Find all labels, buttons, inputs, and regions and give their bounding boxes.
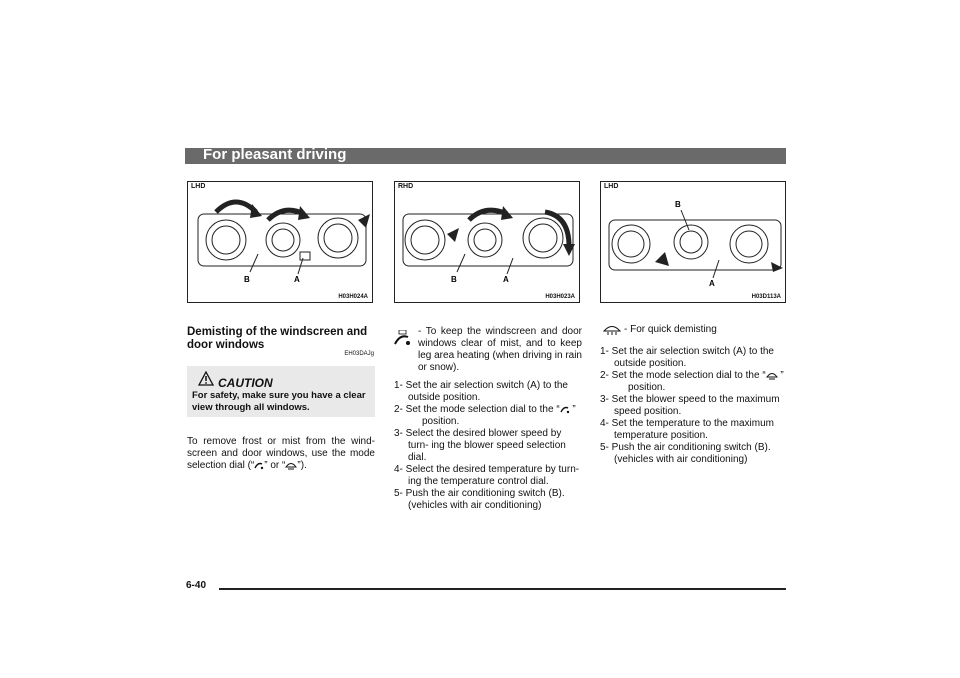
step-item: 5- Push the air conditioning switch (B). (vehicles with air conditioning) [394, 488, 565, 511]
intro-paragraph [187, 436, 375, 472]
step-item: 5- Push the air conditioning switch (B). (vehicles with air conditioning) [600, 442, 771, 465]
step-item: 2- Set the mode selection dial to the “ ” position. [600, 370, 784, 393]
section-code: EH03DAJg [344, 351, 374, 357]
figure-tag: LHD [191, 183, 206, 190]
figure-lhd-quick-panel [600, 181, 786, 303]
label-b: B [244, 275, 250, 284]
intro-text: To remove frost or mist from the wind- screen and door windows, use the mode selection dial (“ [187, 436, 375, 471]
face-foot-vent-icon [254, 461, 264, 470]
label-b: B [675, 200, 681, 209]
step-item: 1- Set the air selection switch (A) to the outside position. [600, 346, 774, 369]
step-item: 3- Select the desired blower speed by turn- ing the blower speed selection dial. [394, 428, 566, 463]
intro-text: ”). [297, 460, 307, 471]
caution-box [187, 366, 375, 417]
step-item: 2- Set the mode selection dial to the “ ” position. [394, 404, 576, 427]
figure-tag: RHD [398, 183, 414, 190]
step-text: 2- Set the mode selection dial to the “ [600, 370, 766, 381]
figure-rhd-panel [394, 181, 580, 303]
blower-dial [674, 225, 708, 259]
figure-code: H03H023A [545, 294, 575, 300]
figure-code: H03H024A [338, 294, 368, 300]
step-item: 1- Set the air selection switch (A) to the outside position. [394, 380, 568, 403]
caution-title: CAUTION [218, 376, 273, 390]
steps-list [394, 380, 582, 512]
step-text: 2- Set the mode selection dial to the “ [394, 404, 560, 415]
figure-lhd-panel [187, 181, 373, 303]
step-text: position. [628, 382, 666, 393]
footer-rule [219, 588, 786, 590]
figure-tag: LHD [604, 183, 619, 190]
label-a: A [503, 275, 509, 284]
blower-dial [468, 223, 502, 257]
figure-code: H03D113A [751, 294, 781, 300]
section-heading: Demisting of the windscreen and door windows [187, 326, 368, 351]
page-number: 6-40 [186, 580, 207, 591]
step-item: 3- Set the blower speed to the maximum speed position. [600, 394, 780, 417]
step-item: 4- Set the temperature to the maximum temperature position. [600, 418, 774, 441]
section-header-title: For pleasant driving [203, 146, 347, 163]
mode-lead-text: - To keep the windscreen and door windows clear of mist, and to keep leg area heating (when driving in rain or snow). [418, 326, 582, 373]
defrost-icon [285, 461, 297, 470]
label-a: A [709, 279, 715, 288]
climate-panel-illustration [601, 182, 787, 304]
mode-lead-text: - For quick demisting [624, 324, 717, 335]
steps-list [600, 346, 786, 466]
caution-text: For safety, make sure you have a clear view through all windows. [192, 390, 366, 413]
blower-dial [266, 223, 300, 257]
face-foot-vent-icon [394, 330, 412, 346]
step-text: position. [422, 416, 460, 427]
defrost-icon [602, 322, 622, 336]
label-a: A [294, 275, 300, 284]
climate-panel-illustration [395, 182, 581, 304]
defrost-icon [766, 371, 778, 380]
label-b: B [451, 275, 457, 284]
face-foot-vent-icon [560, 405, 570, 414]
warning-triangle-icon [198, 371, 214, 386]
intro-text: ” or “ [264, 460, 286, 471]
step-item: 4- Select the desired temperature by turn- ing the temperature control dial. [394, 464, 580, 487]
climate-panel-illustration [188, 182, 374, 304]
